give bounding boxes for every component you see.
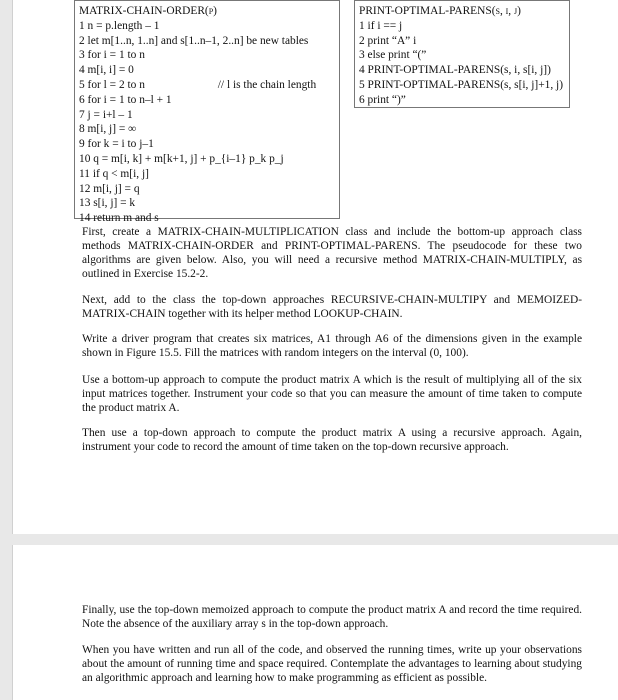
- pseudocode-line: 9 for k = i to j–1: [79, 138, 154, 151]
- pseudocode-comment: // l is the chain length: [217, 78, 317, 91]
- pseudocode-line: 3 else print “(”: [359, 49, 427, 62]
- pseudocode-line: 3 for i = 1 to n: [79, 49, 145, 62]
- matrix-chain-order-pseudocode: [74, 0, 340, 225]
- instruction-paragraph: Write a driver program that creates six matrices, A1 through A6 of the dimensions given in the example shown in Figure 15.5. Fill the matrices with random integers on the interval (0, 100).: [82, 333, 582, 359]
- instruction-paragraph: Then use a top-down approach to compute the product matrix A using a recursive approach. Again, instrument your code to record the amount of time taken on the top-down recursive approach.: [82, 427, 582, 453]
- pseudocode-line: 6 print “)”: [359, 93, 406, 106]
- page-edge: [12, 0, 13, 534]
- pseudocode-line: 1 n = p.length – 1: [79, 19, 160, 32]
- pseudocode-line: 2 print “A” i: [359, 34, 417, 47]
- document-page-2: [12, 545, 618, 700]
- pseudocode-line: 13 s[i, j] = k: [79, 197, 136, 210]
- pseudocode-line: 4 PRINT-OPTIMAL-PARENS(s, i, s[i, j]): [359, 64, 551, 77]
- pseudocode-line: 6 for i = 1 to n–l + 1: [79, 93, 172, 106]
- pseudocode-line-text: 5 for l = 2 to n: [79, 78, 145, 91]
- pseudocode-line: 8 m[i, j] = ∞: [79, 123, 137, 136]
- pseudocode-line: 4 m[i, i] = 0: [79, 64, 134, 77]
- print-optimal-parens-pseudocode: [354, 0, 570, 108]
- pseudocode-line: [79, 78, 335, 93]
- pseudocode-line: 11 if q < m[i, j]: [79, 167, 149, 180]
- pseudocode-line: 2 let m[1..n, 1..n] and s[1..n–1, 2..n] be new tables: [79, 34, 309, 47]
- instruction-paragraph: Finally, use the top-down memoized approach to compute the product matrix A and record the time required. Note the absence of the auxiliary array s in the top-down approach.: [82, 604, 582, 630]
- instruction-paragraph: Next, add to the class the top-down approaches RECURSIVE-CHAIN-MULTIPY and MEMOIZED-MATRIX-CHAIN together with its helper method LOOKUP-CHAIN.: [82, 294, 582, 320]
- pseudocode-title: PRINT-OPTIMAL-PARENS(s, i, j): [359, 5, 521, 17]
- pseudocode-line: 12 m[i, j] = q: [79, 182, 140, 195]
- instruction-paragraph: Use a bottom-up approach to compute the product matrix A which is the result of multiplying all of the six input matrices together. Instrument your code so that you can measure the amount of time taken to compute the product matrix A.: [82, 374, 582, 414]
- document-page-1: [12, 0, 618, 534]
- instruction-paragraph: When you have written and run all of the code, and observed the running times, write up your observations about the amount of running time and space required. Contemplate the advantages to learning about studying an algorithmic approach and learning how to make programming as efficient as possible.: [82, 644, 582, 684]
- pseudocode-line: 1 if i == j: [359, 19, 403, 32]
- pseudocode-line: 14 return m and s: [79, 212, 159, 225]
- pseudocode-line: 5 PRINT-OPTIMAL-PARENS(s, s[i, j]+1, j): [359, 78, 563, 91]
- pseudocode-line: 7 j = i+l – 1: [79, 108, 133, 121]
- pseudocode-line: 10 q = m[i, k] + m[k+1, j] + p_{i–1} p_k p_j: [79, 152, 284, 165]
- pseudocode-title: MATRIX-CHAIN-ORDER(p): [79, 5, 217, 17]
- instruction-paragraph: First, create a MATRIX-CHAIN-MULTIPLICATION class and include the bottom-up approach class methods MATRIX-CHAIN-ORDER and PRINT-OPTIMAL-PARENS. The pseudocode for these two algorithms are given below. Also, you will need a recursive method MATRIX-CHAIN-MULTIPLY, as outlined in Exercise 15.2-2.: [82, 226, 582, 280]
- page-edge: [12, 545, 13, 700]
